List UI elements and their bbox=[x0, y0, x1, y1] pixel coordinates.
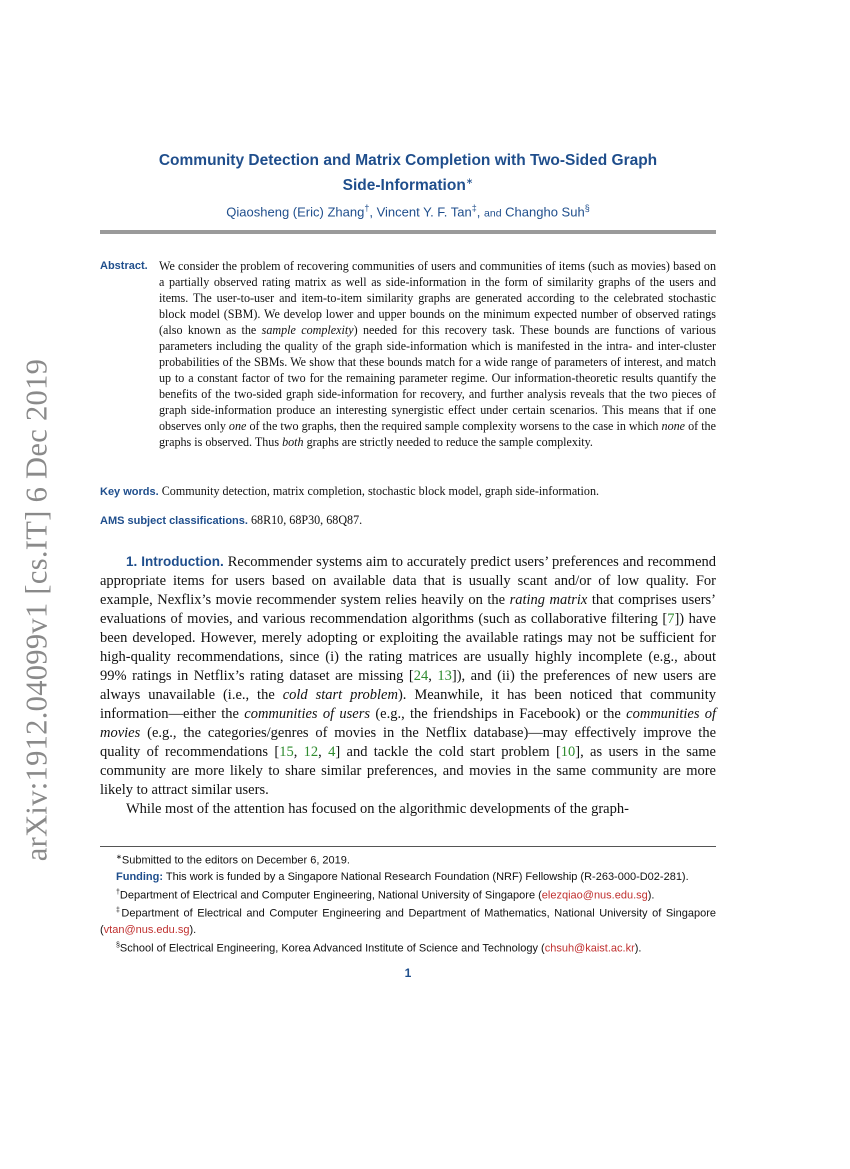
page-number: 1 bbox=[404, 966, 412, 980]
intro-text-i: ], as users in the same community are more likely to share similar preferences, and movies in the same community are more likely to attract similar users. bbox=[100, 744, 716, 798]
footnote-submitted-text: Submitted to the editors on December 6, 2019. bbox=[121, 854, 350, 867]
intro-text-c: ]) have been developed. However, merely adopting or exploiting the available ratings may not be sufficient for high-quality recommendations, since (i) the rating matrices are usually highly incomplete (e.g., about 99% ratings in Netflix’s rating dataset are missing [ bbox=[100, 611, 716, 684]
arxiv-identifier: arXiv:1912.04099v1 [cs.IT] 6 Dec 2019 bbox=[19, 358, 54, 862]
email-suh-link[interactable]: chsuh@kaist.ac.kr bbox=[544, 942, 635, 955]
keywords-section bbox=[100, 483, 716, 500]
footnote-mark-3: ‡ bbox=[116, 907, 122, 915]
intro-text-h: ] and tackle the cold start problem [ bbox=[335, 744, 561, 760]
email-tan-link[interactable]: vtan@nus.edu.sg bbox=[103, 923, 190, 936]
author-and: and bbox=[484, 207, 502, 220]
ams-label: AMS subject classifications. bbox=[100, 515, 248, 527]
abstract-text-5: graphs are strictly needed to reduce the sample complexity. bbox=[306, 435, 593, 449]
author-zhang-mark: † bbox=[364, 203, 370, 213]
abstract-text-3: of the two graphs, then the required sample complexity worsens to the case in which bbox=[249, 419, 659, 433]
abstract-emphasis-2: one bbox=[228, 419, 247, 433]
citation-7[interactable]: 7 bbox=[667, 611, 675, 627]
ams-classification-section bbox=[100, 512, 716, 529]
author-suh: Changho Suh bbox=[505, 204, 585, 220]
author-tan: Vincent Y. F. Tan bbox=[376, 204, 472, 220]
footnote-rule bbox=[100, 846, 716, 847]
footnote-suh bbox=[100, 938, 716, 957]
citation-12[interactable]: 12 bbox=[303, 744, 319, 760]
title-line-2: Side-Information bbox=[342, 177, 466, 195]
intro-text-f: (e.g., the friendships in Facebook) or the bbox=[375, 706, 621, 722]
footnote-tan-text: Department of Electrical and Computer Engineering and Department of Mathematics, National University of Singapore ( bbox=[100, 907, 716, 936]
paper-title bbox=[100, 150, 716, 196]
title-rule bbox=[100, 230, 716, 234]
footnote-submitted bbox=[100, 850, 716, 869]
citation-comma-2: , bbox=[293, 744, 304, 760]
intro-emphasis-rating-matrix: rating matrix bbox=[509, 592, 588, 608]
footnote-suh-text: School of Electrical Engineering, Korea Advanced Institute of Science and Technology ( bbox=[119, 942, 545, 955]
citation-10[interactable]: 10 bbox=[560, 744, 576, 760]
footnote-mark-2: † bbox=[116, 888, 120, 896]
arxiv-sidebar bbox=[15, 358, 59, 862]
footnotes bbox=[100, 850, 716, 957]
intro-heading: 1. Introduction. bbox=[126, 554, 224, 569]
intro-emphasis-communities-users: communities of users bbox=[244, 706, 371, 722]
intro-emphasis-cold-start: cold start problem bbox=[282, 687, 398, 703]
intro-paragraph-1 bbox=[100, 552, 716, 800]
abstract-emphasis-4: both bbox=[282, 435, 304, 449]
footnote-funding bbox=[100, 869, 716, 885]
abstract-body bbox=[159, 258, 716, 450]
funding-text: This work is funded by a Singapore National Research Foundation (NRF) Fellowship (R-263-000-D02-281). bbox=[165, 870, 689, 883]
abstract-emphasis-1: sample complexity bbox=[261, 323, 354, 337]
abstract-text-4: of the graphs is observed. Thus bbox=[159, 419, 716, 449]
footnote-tan-end: ). bbox=[189, 923, 197, 936]
intro-text-a: Recommender systems aim to accurately predict users’ preferences and recommend appropriate items for users based on available data that is usually scant and/or of low quality. For example, Nexflix’s movie recommender system relies heavily on the bbox=[100, 554, 717, 608]
citation-24[interactable]: 24 bbox=[413, 668, 429, 684]
intro-text-e: ). Meanwhile, it has been noticed that community information—either the bbox=[100, 687, 716, 722]
author-tan-mark: ‡ bbox=[471, 203, 477, 213]
ams-codes: 68R10, 68P30, 68Q87. bbox=[250, 513, 363, 527]
title-footnote-marker: ∗ bbox=[465, 176, 474, 186]
footnote-suh-end: ). bbox=[634, 942, 642, 955]
citation-15[interactable]: 15 bbox=[279, 744, 294, 760]
abstract-text-1: We consider the problem of recovering communities of users and communities of items (such as movies) based on a partially observed rating matrix as well as side-information in the form of similarity graphs of the users and items. The user-to-user and item-to-item similarity graphs are generated according to the celebrated stochastic block model (SBM). We develop lower and upper bounds on the minimum expected number of observed ratings (also known as the bbox=[159, 259, 716, 337]
author-list bbox=[100, 203, 716, 219]
citation-comma-3: , bbox=[318, 744, 329, 760]
author-separator-2: , bbox=[476, 204, 481, 220]
title-line-1: Community Detection and Matrix Completion with Two-Sided Graph bbox=[158, 152, 658, 169]
author-suh-mark: § bbox=[584, 203, 590, 213]
citation-4[interactable]: 4 bbox=[328, 744, 336, 760]
intro-text-b: that comprises users’ evaluations of movies, and various recommendation algorithms (such as collaborative filtering [ bbox=[100, 592, 716, 627]
abstract-section bbox=[100, 258, 716, 450]
introduction-section bbox=[100, 552, 716, 819]
footnote-zhang-end: ). bbox=[647, 889, 655, 902]
citation-comma-1: , bbox=[428, 668, 438, 684]
footnote-mark-1: ∗ bbox=[116, 854, 122, 861]
abstract-label: Abstract. bbox=[100, 260, 148, 272]
footnote-tan bbox=[100, 903, 716, 938]
intro-text-g: (e.g., the categories/genres of movies in the Netflix database)—may effectively improve the quality of recommendations [ bbox=[100, 725, 717, 760]
footnote-zhang bbox=[100, 885, 716, 904]
citation-13[interactable]: 13 bbox=[437, 668, 452, 684]
intro-paragraph-2: While most of the attention has focused on the algorithmic developments of the graph- bbox=[126, 801, 629, 817]
footnote-mark-4: § bbox=[116, 941, 120, 949]
email-zhang-link[interactable]: elezqiao@nus.edu.sg bbox=[541, 889, 648, 902]
intro-text-d: ]), and (ii) the preferences of new users are always unavailable (i.e., the bbox=[100, 668, 717, 703]
footnote-zhang-text: Department of Electrical and Computer Engineering, National University of Singapore ( bbox=[119, 889, 542, 902]
author-zhang: Qiaosheng (Eric) Zhang bbox=[226, 204, 365, 220]
author-separator: , bbox=[369, 204, 373, 220]
keywords-label: Key words. bbox=[100, 486, 159, 498]
intro-emphasis-communities-movies: communities of movies bbox=[100, 706, 717, 741]
funding-label: Funding: bbox=[116, 870, 164, 883]
keywords-text: Community detection, matrix completion, stochastic block model, graph side-information. bbox=[161, 484, 600, 498]
abstract-text-2: ) needed for this recovery task. These bounds are functions of various parameters including the quality of the graph side-information which is manifested in the intra- and inter-cluster probabilities of the SBMs. We show that these bounds match for a wide range of parameters of interest, and match up to a constant factor of two for the remaining parameter regime. Our information-theoretic results quantify the benefits of the two-sided graph side-information for recovery, and further analysis reveals that the two pieces of graph side-information produce an interesting synergistic effect under certain scenarios. This means that if one observes only bbox=[159, 323, 716, 433]
abstract-emphasis-3: none bbox=[661, 419, 686, 433]
